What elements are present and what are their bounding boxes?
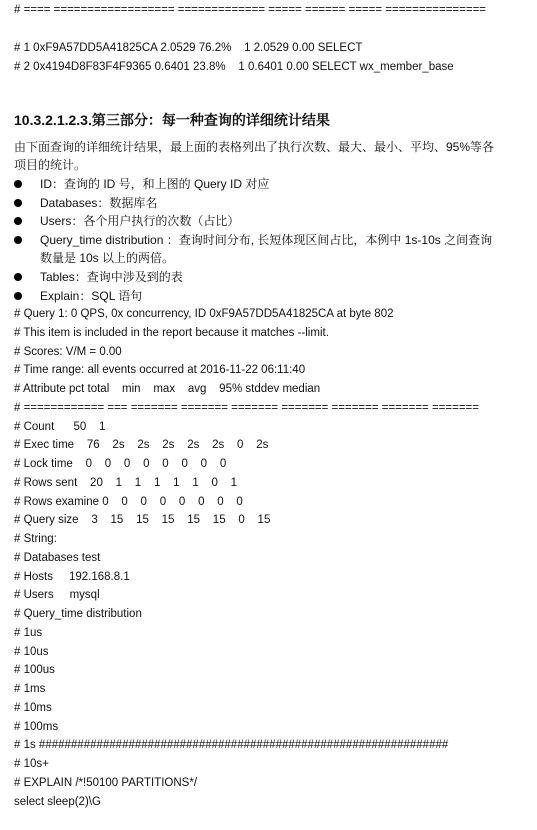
report-line: # 100ms — [14, 721, 59, 733]
report-line: # Hosts 192.168.8.1 — [14, 571, 130, 583]
report-line: # String: — [14, 533, 57, 545]
intro-line-2: 项目的统计。 — [14, 158, 87, 172]
report-line: # Databases test — [14, 552, 101, 564]
bullet-icon — [14, 273, 22, 281]
report-line: # Query 1: 0 QPS, 0x concurrency, ID 0xF9A57DD5A41825CA at byte 802 — [14, 308, 394, 320]
summary-separator: # ==== ================== ============= ===== ====== ===== =============== — [14, 4, 487, 16]
section-heading: 10.3.2.1.2.3.第三部分：每一种查询的详细统计结果 — [14, 112, 330, 128]
bullet-icon — [14, 292, 22, 300]
report-line: # Rows examine 0 0 0 0 0 0 0 0 — [14, 496, 243, 508]
bullet-icon — [14, 217, 22, 225]
report-line: # Scores: V/M = 0.00 — [14, 346, 122, 358]
list-item — [14, 231, 523, 267]
report-line: # 10us — [14, 646, 49, 658]
bullet-text: Query_time distribution ：查询时间分布, 长短体现区间占比，本例中 1s-10s 之间查询 — [40, 233, 493, 247]
report-line: # Query_time distribution — [14, 608, 142, 620]
report-line: # 1ms — [14, 683, 46, 695]
intro-line-1: 由下面查询的详细统计结果，最上面的表格列出了执行次数、最大、最小、平均、95%等各 — [14, 140, 495, 154]
bullet-text: Explain：SQL 语句 — [40, 289, 143, 303]
report-line: select sleep(2)\G — [14, 796, 101, 808]
report-line: # Count 50 1 — [14, 421, 106, 433]
bullet-text-continued: 数量是 10s 以上的两倍。 — [40, 251, 175, 265]
report-line: # Users mysql — [14, 589, 100, 601]
bullet-icon — [14, 199, 22, 207]
report-line: # ============ === ======= ======= ======= ======= ======= ======= ======= — [14, 402, 479, 414]
report-line: # Exec time 76 2s 2s 2s 2s 2s 0 2s — [14, 439, 269, 451]
report-line: # 10ms — [14, 702, 52, 714]
report-line: # EXPLAIN /*!50100 PARTITIONS*/ — [14, 777, 198, 789]
list-item — [14, 194, 523, 212]
list-item — [14, 268, 523, 286]
summary-row-2: # 2 0x4194D8F83F4F9365 0.6401 23.8% 1 0.6401 0.00 SELECT wx_member_base — [14, 61, 454, 73]
report-line: # Attribute pct total min max avg 95% stddev median — [14, 383, 321, 395]
bullet-text: Users：各个用户执行的次数（占比） — [40, 214, 240, 228]
bullet-text: Tables：查询中涉及到的表 — [40, 270, 183, 284]
report-line: # 10s+ — [14, 758, 49, 770]
bullet-text: ID：查询的 ID 号，和上图的 Query ID 对应 — [40, 177, 270, 191]
report-line: # Query size 3 15 15 15 15 15 0 15 — [14, 514, 271, 526]
report-line: # This item is included in the report because it matches --limit. — [14, 327, 329, 339]
summary-row-1: # 1 0xF9A57DD5A41825CA 2.0529 76.2% 1 2.0529 0.00 SELECT — [14, 42, 363, 54]
list-item — [14, 175, 523, 193]
list-item — [14, 287, 523, 305]
bullet-icon — [14, 236, 22, 244]
report-line: # 100us — [14, 664, 55, 676]
report-line: # Rows sent 20 1 1 1 1 1 0 1 — [14, 477, 238, 489]
report-line: # 1s ################################################################ — [14, 739, 449, 751]
bullet-text: Databases：数据库名 — [40, 196, 158, 210]
report-line: # Lock time 0 0 0 0 0 0 0 0 — [14, 458, 227, 470]
list-item — [14, 212, 523, 230]
bullet-icon — [14, 180, 22, 188]
report-line: # 1us — [14, 627, 43, 639]
report-line: # Time range: all events occurred at 2016-11-22 06:11:40 — [14, 364, 306, 376]
